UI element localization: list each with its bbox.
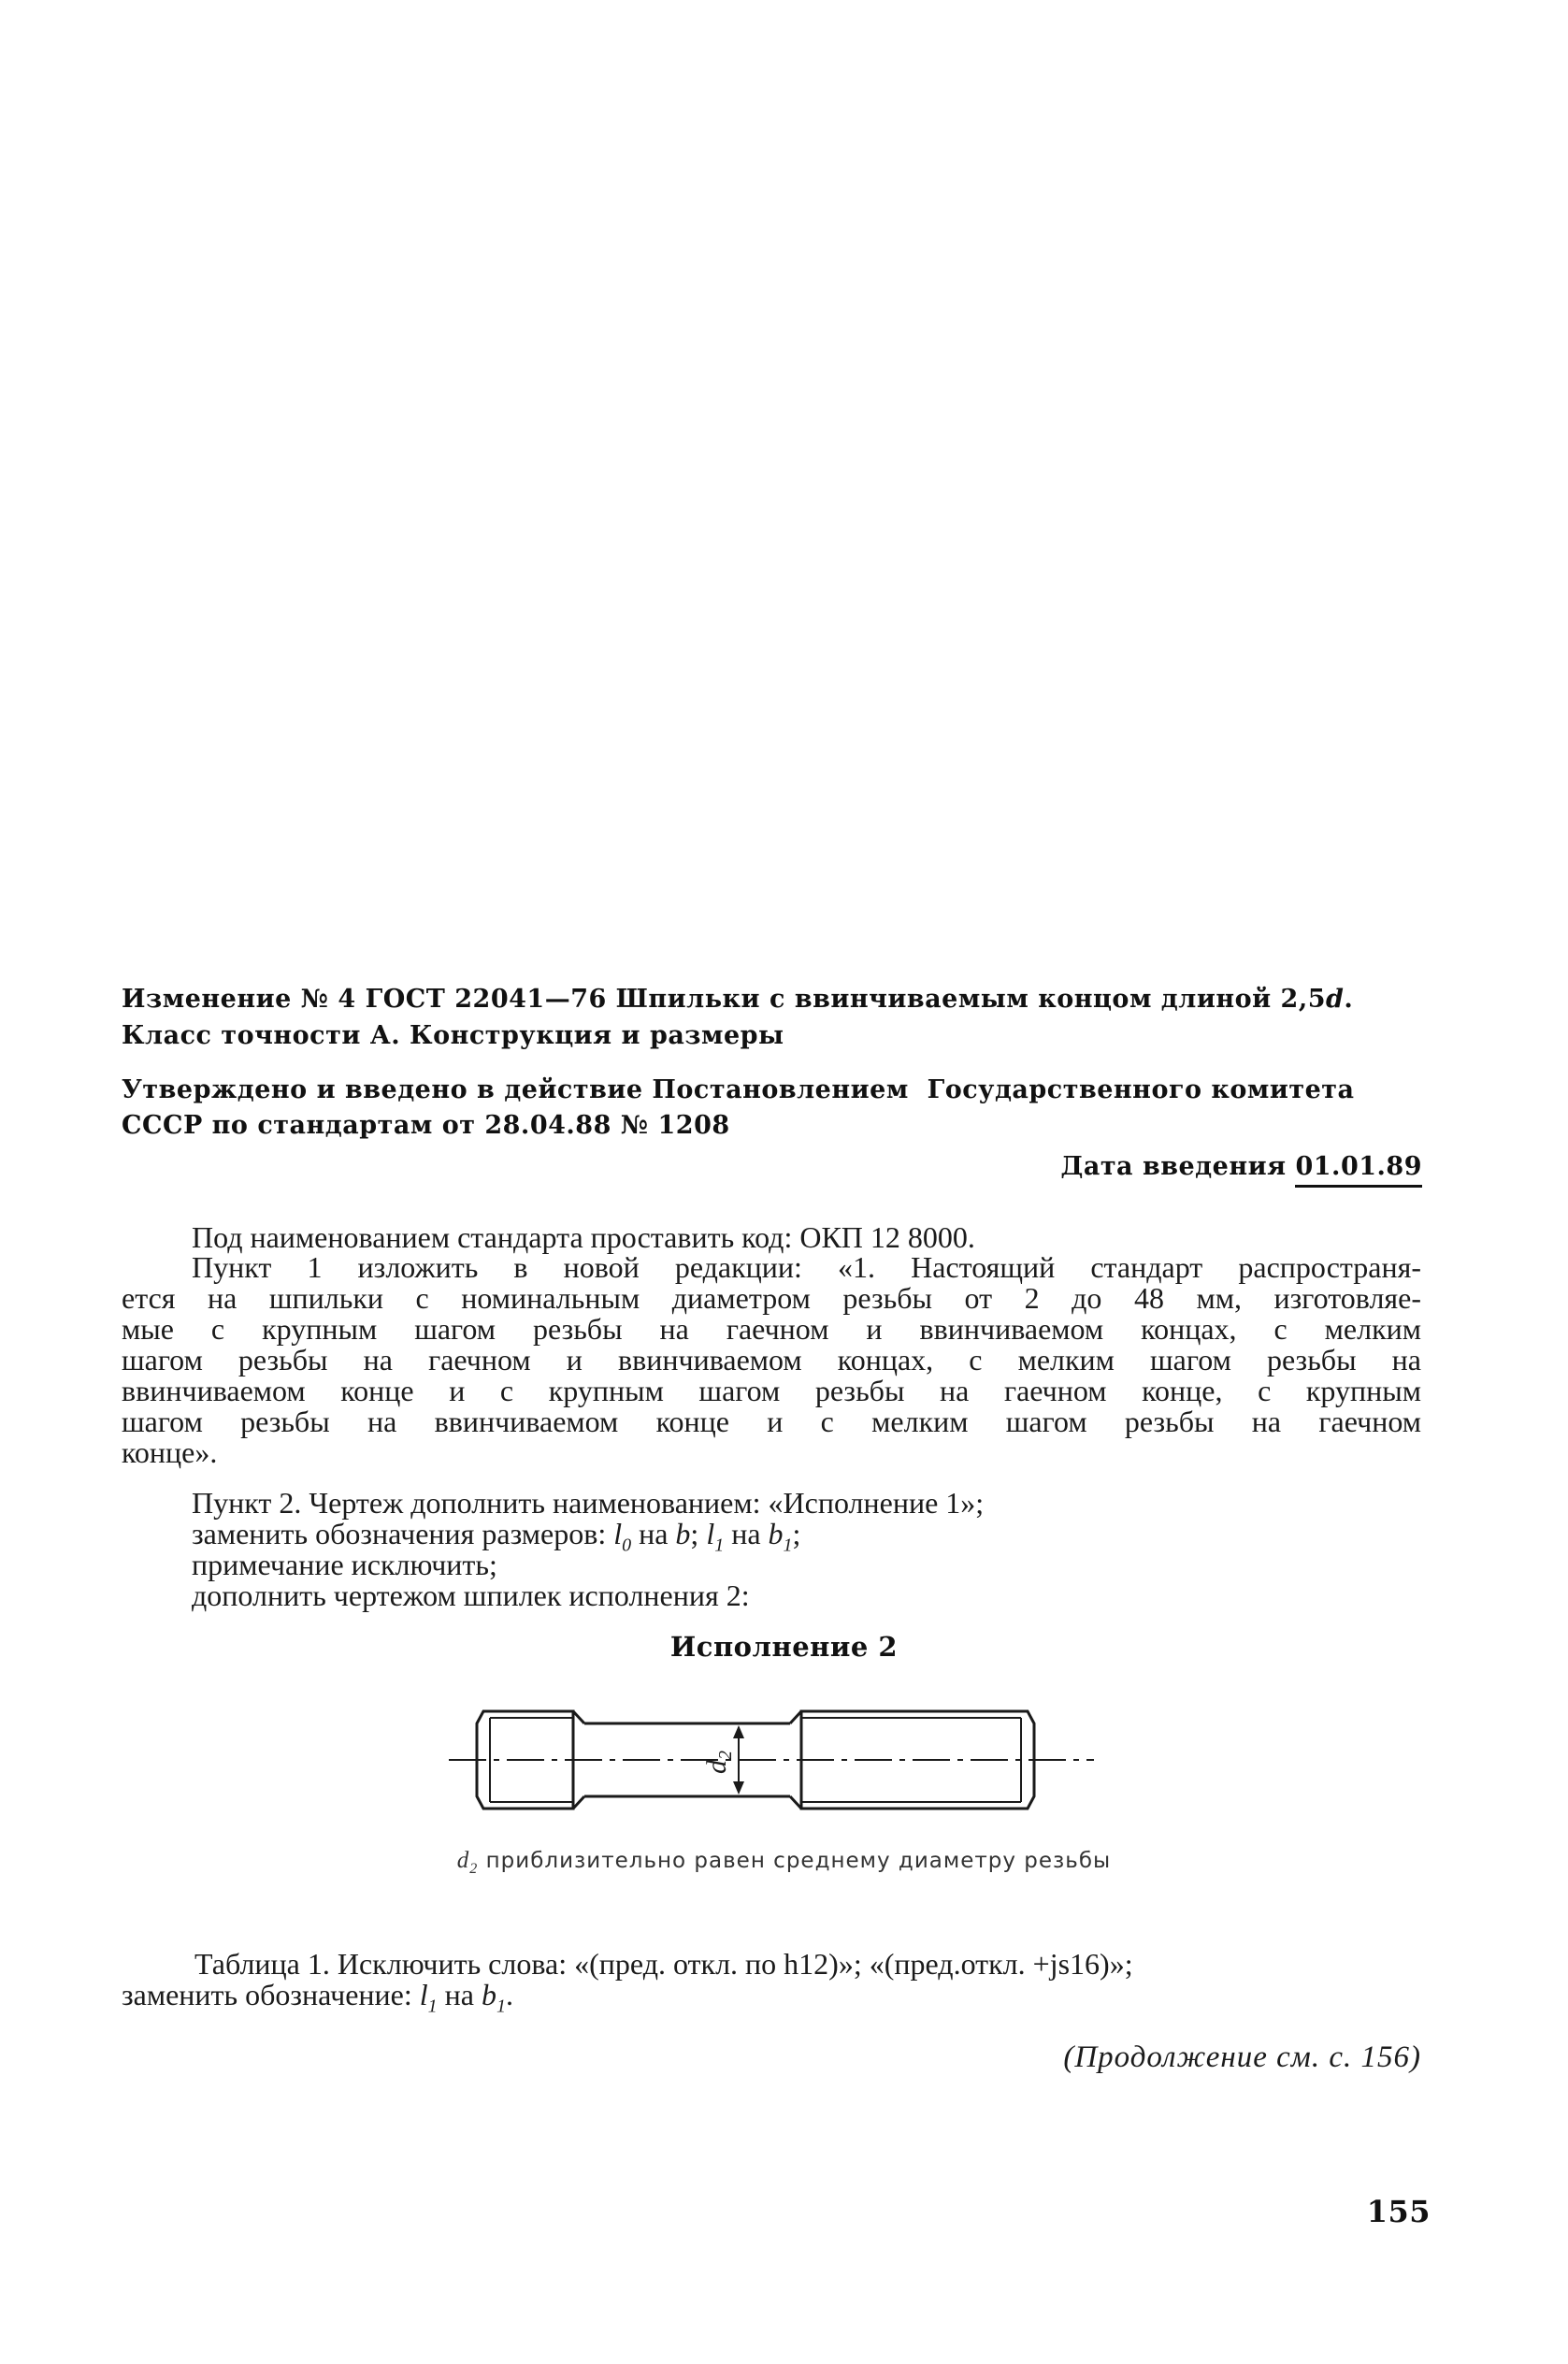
figure-caption: [0, 1848, 1568, 1878]
amendment-subtitle: Класс точности А. Конструкция и размеры: [122, 1021, 784, 1050]
amendment-title-suffix: .: [1344, 985, 1354, 1014]
table-1-note-line-1: Таблица 1. Исключить слова: «(пред. откл. по h12)»; «(пред.откл. +js16)»;: [194, 1947, 1133, 1981]
symbol-l0-base: l: [613, 1517, 623, 1550]
clause-1-line-2: ется на шпильки с номинальным диаметром резьбы от 2 до 48 мм, изготовляе-: [122, 1281, 1421, 1315]
replace-prefix: заменить обозначения размеров:: [192, 1517, 607, 1550]
symbol-l1: [706, 1517, 725, 1556]
table-note-prefix: заменить обозначение:: [122, 1978, 412, 2011]
amendment-title-text: Изменение № 4 ГОСТ 22041—76 Шпильки с ввинчиваемым концом длиной 2,5: [122, 985, 1327, 1014]
symbol-b1-sub: 1: [783, 1535, 793, 1556]
table-note-b1: [481, 1978, 506, 2017]
caption-text: приблизительно равен среднему диаметру резьбы: [485, 1849, 1112, 1873]
approval-line-2: СССР по стандартам от 28.04.88 № 1208: [122, 1111, 730, 1140]
replace-separator: ;: [690, 1517, 699, 1550]
caption-var-sub: 2: [469, 1861, 479, 1877]
table-note-l1-sub: 1: [427, 1996, 438, 2017]
clause-1-line-3: мые с крупным шагом резьбы на гаечном и ввинчиваемом концах, с мелким: [122, 1312, 1421, 1346]
paragraph-remove-note: примечание исключить;: [192, 1548, 497, 1581]
replace-end: ;: [792, 1517, 801, 1550]
table-note-end: .: [505, 1978, 513, 2011]
clause-1-line-4: шагом резьбы на гаечном и ввинчиваемом концах, с мелким шагом резьбы на: [122, 1343, 1421, 1377]
symbol-b: b: [675, 1517, 691, 1550]
effective-date-label: Дата введения: [1060, 1152, 1287, 1181]
symbol-l0: [613, 1517, 632, 1556]
clause-1-line-5: ввинчиваемом конце и с крупным шагом резьбы на гаечном конце, с крупным: [122, 1374, 1421, 1407]
table-1-note-line-2: [122, 1980, 513, 2022]
dimension-label-d2: $d_2$: [701, 1751, 736, 1774]
continuation-note: (Продолжение см. с. 156): [1063, 2040, 1421, 2074]
symbol-l1-base: l: [706, 1517, 715, 1550]
symbol-b1-base: b: [768, 1517, 784, 1550]
paragraph-clause-2: Пункт 2. Чертеж дополнить наименованием: «Исполнение 1»;: [192, 1486, 985, 1520]
clause-1-line-1: Пункт 1 изложить в новой редакции: «1. Настоящий стандарт распространя-: [192, 1250, 1421, 1284]
paragraph-add-drawing: дополнить чертежом шпилек исполнения 2:: [192, 1578, 750, 1612]
clause-1-line-6: шагом резьбы на ввинчиваемом конце и с мелким шагом резьбы на гаечном: [122, 1405, 1421, 1438]
amendment-title-var: d: [1326, 985, 1345, 1014]
symbol-b1: [768, 1517, 793, 1556]
symbol-l0-sub: 0: [622, 1535, 632, 1556]
paragraph-okp-code: Под наименованием стандарта проставить код: ОКП 12 8000.: [192, 1220, 975, 1254]
amendment-title: [122, 983, 1421, 1016]
stud-drawing: [449, 1697, 1094, 1838]
table-note-l1: [419, 1978, 438, 2017]
clause-1-line-7: конце».: [122, 1435, 218, 1469]
replace-na-1: на: [639, 1517, 669, 1550]
replace-na-2: на: [731, 1517, 761, 1550]
caption-var-base: d: [456, 1848, 470, 1873]
paragraph-clause-1: [122, 1252, 1421, 1468]
figure-title: Исполнение 2: [669, 1631, 899, 1663]
table-note-na: на: [444, 1978, 474, 2011]
table-note-b1-base: b: [481, 1978, 496, 2011]
table-note-l1-base: l: [419, 1978, 428, 2011]
effective-date-value: 01.01.89: [1295, 1152, 1422, 1188]
caption-var: [456, 1848, 479, 1877]
approval-line-1: Утверждено и введено в действие Постановлением Государственного комитета: [122, 1075, 1355, 1104]
symbol-l1-sub: 1: [714, 1535, 725, 1556]
table-note-b1-sub: 1: [496, 1996, 506, 2017]
page-number: 155: [1366, 2194, 1431, 2229]
effective-date: [1060, 1150, 1422, 1184]
